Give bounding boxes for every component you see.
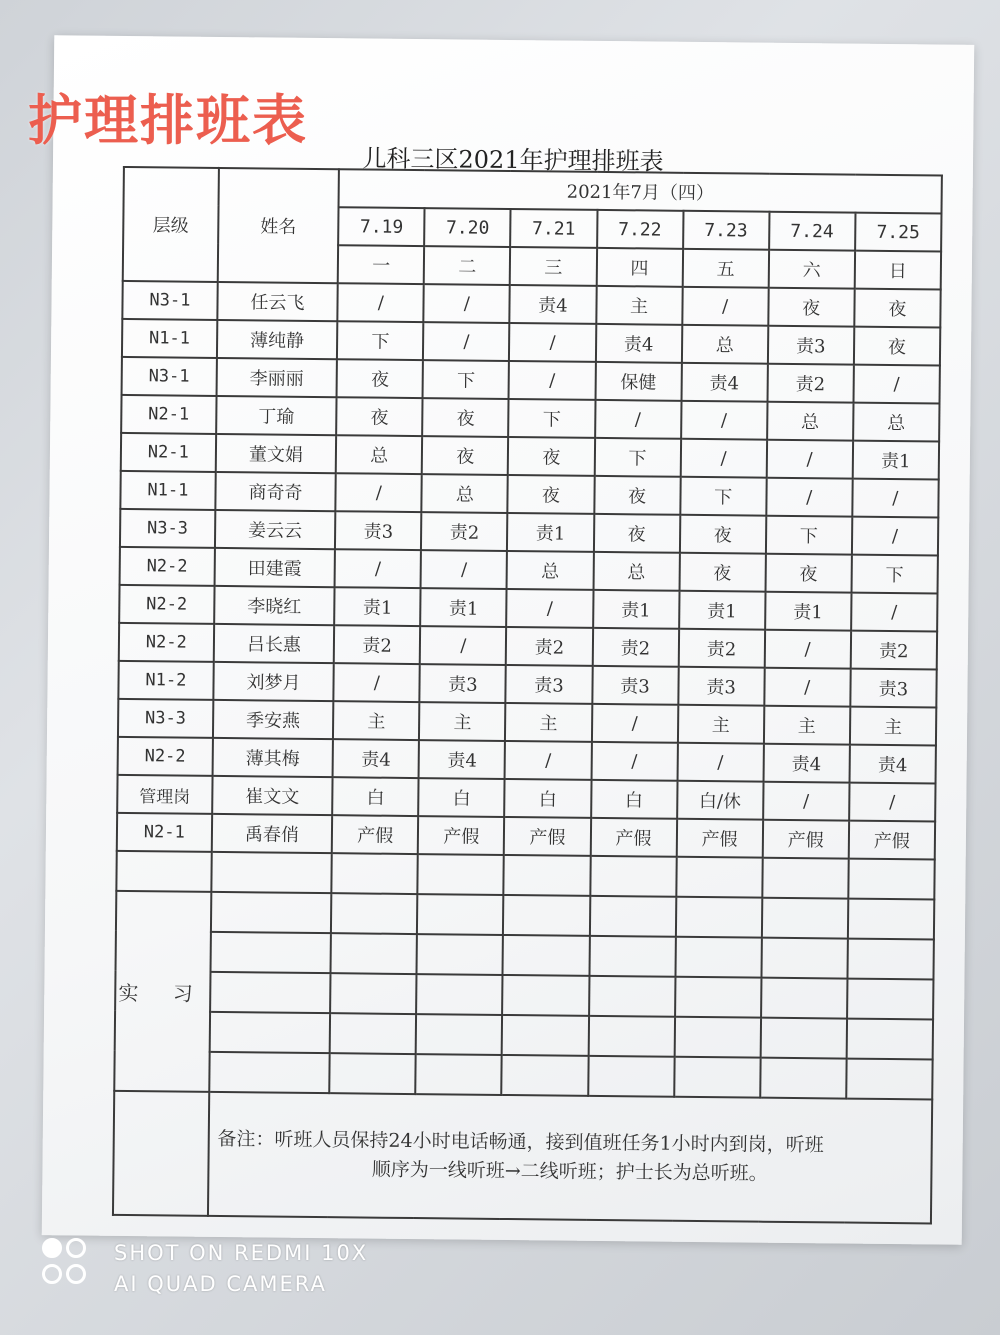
watermark-line1: SHOT ON REDMI 10X <box>114 1241 369 1265</box>
cell-shift: 总 <box>507 551 593 590</box>
cell-shift: / <box>335 549 421 588</box>
cell-shift: 责4 <box>849 745 936 784</box>
cell-shift: / <box>764 630 850 669</box>
cell-name: 董文娟 <box>215 434 336 473</box>
header-weekday: 五 <box>682 249 768 288</box>
blank-cell <box>760 1018 847 1059</box>
cell-shift: 总 <box>422 474 508 513</box>
blank-cell <box>418 854 505 895</box>
cell-shift: 责4 <box>419 740 505 779</box>
cell-name: 吕长惠 <box>213 624 334 663</box>
cell-shift: / <box>595 400 681 439</box>
header-date: 7.19 <box>338 207 424 246</box>
cell-shift: 责2 <box>678 629 764 668</box>
cell-name: 李丽丽 <box>216 358 337 397</box>
schedule-table <box>112 166 943 1225</box>
cell-shift: 主 <box>764 706 850 745</box>
blank-cell <box>209 1012 330 1053</box>
intern-label: 实 习 <box>114 891 211 1092</box>
blank-cell <box>330 973 417 1014</box>
header-date: 7.22 <box>597 210 683 249</box>
cell-shift: 责1 <box>507 513 593 552</box>
cell-level: N2-2 <box>118 737 213 776</box>
cell-shift: 夜 <box>854 327 941 366</box>
cell-level: N1-1 <box>120 471 215 510</box>
cell-name: 禹春俏 <box>211 814 332 853</box>
cell-shift: 主 <box>850 707 937 746</box>
blank-cell <box>502 975 589 1016</box>
blank-cell <box>761 938 848 979</box>
cell-shift: 白 <box>591 780 677 819</box>
header-weekday: 日 <box>854 251 941 290</box>
header-weekday: 四 <box>596 248 682 287</box>
cell-shift: 责4 <box>510 285 596 324</box>
blank-cell <box>331 893 418 934</box>
note-left-cell <box>113 1091 209 1216</box>
cell-shift: 产假 <box>762 820 848 859</box>
cell-shift: 主 <box>678 705 764 744</box>
blank-cell <box>416 1014 503 1055</box>
cell-shift: / <box>336 473 422 512</box>
cell-name: 商奇奇 <box>215 472 336 511</box>
blank-cell <box>676 897 763 938</box>
cell-name: 田建霞 <box>214 548 335 587</box>
cell-shift: 下 <box>851 555 938 594</box>
cell-shift: 主 <box>596 286 682 325</box>
blank-cell <box>760 1058 847 1099</box>
cell-shift: / <box>509 323 595 362</box>
cell-name: 薄纯静 <box>217 320 338 359</box>
cell-level: 管理岗 <box>117 775 212 814</box>
blank-cell <box>331 933 418 974</box>
cell-shift: / <box>766 440 852 479</box>
blank-cell <box>416 974 503 1015</box>
cell-shift: / <box>338 283 424 322</box>
cell-shift: 夜 <box>336 397 422 436</box>
blank-cell <box>504 855 591 896</box>
cell-shift: 下 <box>423 360 509 399</box>
cell-shift: 责3 <box>592 666 678 705</box>
cell-level: N2-1 <box>121 433 216 472</box>
cell-shift: / <box>420 626 506 665</box>
header-name: 姓名 <box>217 168 339 283</box>
camera-watermark <box>42 1238 368 1300</box>
cell-shift: 保健 <box>595 362 681 401</box>
cell-shift: / <box>507 589 593 628</box>
overlay-title: 护理排班表 <box>28 89 308 152</box>
cell-name: 姜云云 <box>215 510 336 549</box>
cell-name: 季安燕 <box>213 700 334 739</box>
cell-shift: 责3 <box>850 669 937 708</box>
blank-cell <box>502 1055 589 1096</box>
blank-cell <box>416 1054 503 1095</box>
paper-sheet <box>42 35 975 1245</box>
cell-shift: 责1 <box>593 590 679 629</box>
cell-name: 崔文文 <box>212 776 333 815</box>
cell-level: N3-1 <box>122 281 217 320</box>
cell-shift: 夜 <box>768 288 854 327</box>
blank-cell <box>674 1017 761 1058</box>
header-date: 7.21 <box>511 209 597 248</box>
cell-shift: 责2 <box>506 627 592 666</box>
cell-shift: 责2 <box>592 628 678 667</box>
cell-shift: 总 <box>336 435 422 474</box>
cell-shift: / <box>766 478 852 517</box>
blank-cell <box>588 1056 675 1097</box>
cell-shift: / <box>680 439 766 478</box>
blank-cell <box>330 1013 417 1054</box>
header-weekday: 一 <box>338 245 424 284</box>
cell-level: N3-3 <box>120 509 215 548</box>
cell-shift: 产假 <box>676 819 762 858</box>
cell-name: 任云飞 <box>217 282 338 321</box>
cell-shift: 责4 <box>333 739 419 778</box>
cell-shift: 夜 <box>337 359 423 398</box>
cell-shift: / <box>591 704 677 743</box>
blank-cell <box>761 978 848 1019</box>
cell-shift: 夜 <box>508 475 594 514</box>
cell-shift: 责2 <box>767 364 853 403</box>
cell-level: N2-1 <box>121 395 216 434</box>
cell-shift: 下 <box>680 477 766 516</box>
cell-shift: 责4 <box>681 363 767 402</box>
blank-cell <box>417 934 504 975</box>
blank-cell <box>503 935 590 976</box>
cell-shift: 夜 <box>679 553 765 592</box>
header-level: 层级 <box>123 167 219 282</box>
blank-cell <box>332 853 419 894</box>
cell-name: 丁瑜 <box>216 396 337 435</box>
cell-shift: / <box>849 783 936 822</box>
cell-shift: / <box>677 743 763 782</box>
blank-cell <box>210 972 331 1013</box>
cell-shift: / <box>424 284 510 323</box>
cell-shift: / <box>764 668 850 707</box>
blank-cell <box>417 894 504 935</box>
cell-shift: 产假 <box>504 817 590 856</box>
header-date: 7.23 <box>683 211 769 250</box>
note-row <box>113 1091 932 1224</box>
cell-shift: 责1 <box>853 441 940 480</box>
cell-shift: 夜 <box>508 437 594 476</box>
note-cell <box>208 1092 933 1224</box>
cell-shift: / <box>681 401 767 440</box>
header-weekday: 三 <box>510 247 596 286</box>
header-week: 2021年7月（四） <box>339 169 942 213</box>
blank-cell <box>848 859 935 900</box>
cell-level: N2-2 <box>120 547 215 586</box>
note-line1: 备注：听班人员保持24小时电话畅通，接到值班任务1小时内到岗，听班 <box>217 1127 824 1157</box>
blank-cell <box>211 852 332 893</box>
cell-shift: 总 <box>853 403 940 442</box>
cell-shift: 责3 <box>420 664 506 703</box>
header-weekday: 二 <box>424 246 510 285</box>
redmi-camera-logo-icon <box>42 1238 92 1290</box>
cell-shift: 白/休 <box>677 781 763 820</box>
cell-shift: 责1 <box>334 587 420 626</box>
cell-shift: 夜 <box>854 289 941 328</box>
blank-cell <box>211 892 332 933</box>
document-title: 儿科三区2021年护理排班表 <box>362 144 664 176</box>
blank-cell <box>502 1015 589 1056</box>
cell-shift: 白 <box>505 779 591 818</box>
cell-shift: / <box>851 593 938 632</box>
blank-cell <box>589 936 676 977</box>
cell-shift: 责3 <box>506 665 592 704</box>
blank-cell <box>847 979 934 1020</box>
cell-name: 薄其梅 <box>212 738 333 777</box>
cell-level: N2-2 <box>119 585 214 624</box>
cell-level: N2-2 <box>119 623 214 662</box>
blank-cell <box>762 898 849 939</box>
cell-shift: 产假 <box>590 818 676 857</box>
cell-shift: 责1 <box>765 592 851 631</box>
cell-shift: 责3 <box>335 511 421 550</box>
cell-shift: 夜 <box>422 436 508 475</box>
cell-shift: / <box>852 479 939 518</box>
blank-cell <box>846 1059 933 1100</box>
cell-shift: 白 <box>418 778 504 817</box>
cell-shift: 责4 <box>763 744 849 783</box>
cell-level: N3-3 <box>118 699 213 738</box>
cell-shift: 下 <box>594 438 680 477</box>
cell-shift: / <box>421 550 507 589</box>
cell-level: N1-2 <box>118 661 213 700</box>
watermark-line2: AI QUAD CAMERA <box>114 1272 327 1296</box>
cell-shift: 下 <box>509 399 595 438</box>
cell-shift: 主 <box>333 701 419 740</box>
cell-shift: 下 <box>337 321 423 360</box>
blank-cell <box>589 976 676 1017</box>
note-line2: 顺序为一线听班→二线听班；护士长为总听班。 <box>371 1158 768 1185</box>
cell-level: N3-1 <box>122 357 217 396</box>
blank-cell <box>209 1052 330 1093</box>
cell-shift: 责2 <box>851 631 938 670</box>
cell-shift: / <box>852 517 939 556</box>
cell-shift: 夜 <box>594 476 680 515</box>
blank-cell <box>116 851 211 892</box>
header-date: 7.25 <box>855 213 942 252</box>
blank-cell <box>848 899 935 940</box>
cell-shift: 白 <box>332 777 418 816</box>
cell-level: N1-1 <box>122 319 217 358</box>
blank-cell <box>329 1053 416 1094</box>
blank-cell <box>762 858 849 899</box>
cell-shift: / <box>334 663 420 702</box>
header-date: 7.24 <box>769 212 855 251</box>
header-date: 7.20 <box>424 208 510 247</box>
cell-shift: / <box>682 287 768 326</box>
cell-name: 刘梦月 <box>213 662 334 701</box>
cell-shift: / <box>853 365 940 404</box>
cell-shift: 总 <box>593 552 679 591</box>
cell-shift: 夜 <box>680 515 766 554</box>
cell-shift: 主 <box>505 703 591 742</box>
cell-shift: 主 <box>419 702 505 741</box>
cell-shift: 责3 <box>768 326 854 365</box>
cell-shift: 责4 <box>595 324 681 363</box>
header-weekday: 六 <box>768 250 854 289</box>
cell-shift: / <box>763 782 849 821</box>
cell-shift: / <box>423 322 509 361</box>
cell-shift: 责3 <box>678 667 764 706</box>
cell-shift: / <box>505 741 591 780</box>
cell-name: 李晓红 <box>214 586 335 625</box>
blank-cell <box>590 856 677 897</box>
blank-cell <box>589 896 676 937</box>
blank-cell <box>674 1057 761 1098</box>
blank-cell <box>210 932 331 973</box>
cell-shift: 产假 <box>849 821 936 860</box>
blank-cell <box>676 857 763 898</box>
cell-shift: 下 <box>766 516 852 555</box>
cell-shift: 责2 <box>334 625 420 664</box>
cell-shift: 夜 <box>422 398 508 437</box>
cell-shift: 责1 <box>679 591 765 630</box>
blank-cell <box>847 939 934 980</box>
blank-cell <box>675 977 762 1018</box>
blank-cell <box>503 895 590 936</box>
blank-cell <box>846 1019 933 1060</box>
cell-shift: 总 <box>767 402 853 441</box>
cell-shift: 产假 <box>332 815 418 854</box>
blank-cell <box>588 1016 675 1057</box>
cell-shift: 总 <box>682 325 768 364</box>
cell-level: N2-1 <box>117 813 212 852</box>
cell-shift: / <box>509 361 595 400</box>
cell-shift: 产假 <box>418 816 504 855</box>
cell-shift: 责1 <box>420 588 506 627</box>
cell-shift: 夜 <box>765 554 851 593</box>
cell-shift: / <box>591 742 677 781</box>
blank-cell <box>675 937 762 978</box>
cell-shift: 夜 <box>593 514 679 553</box>
cell-shift: 责2 <box>421 512 507 551</box>
